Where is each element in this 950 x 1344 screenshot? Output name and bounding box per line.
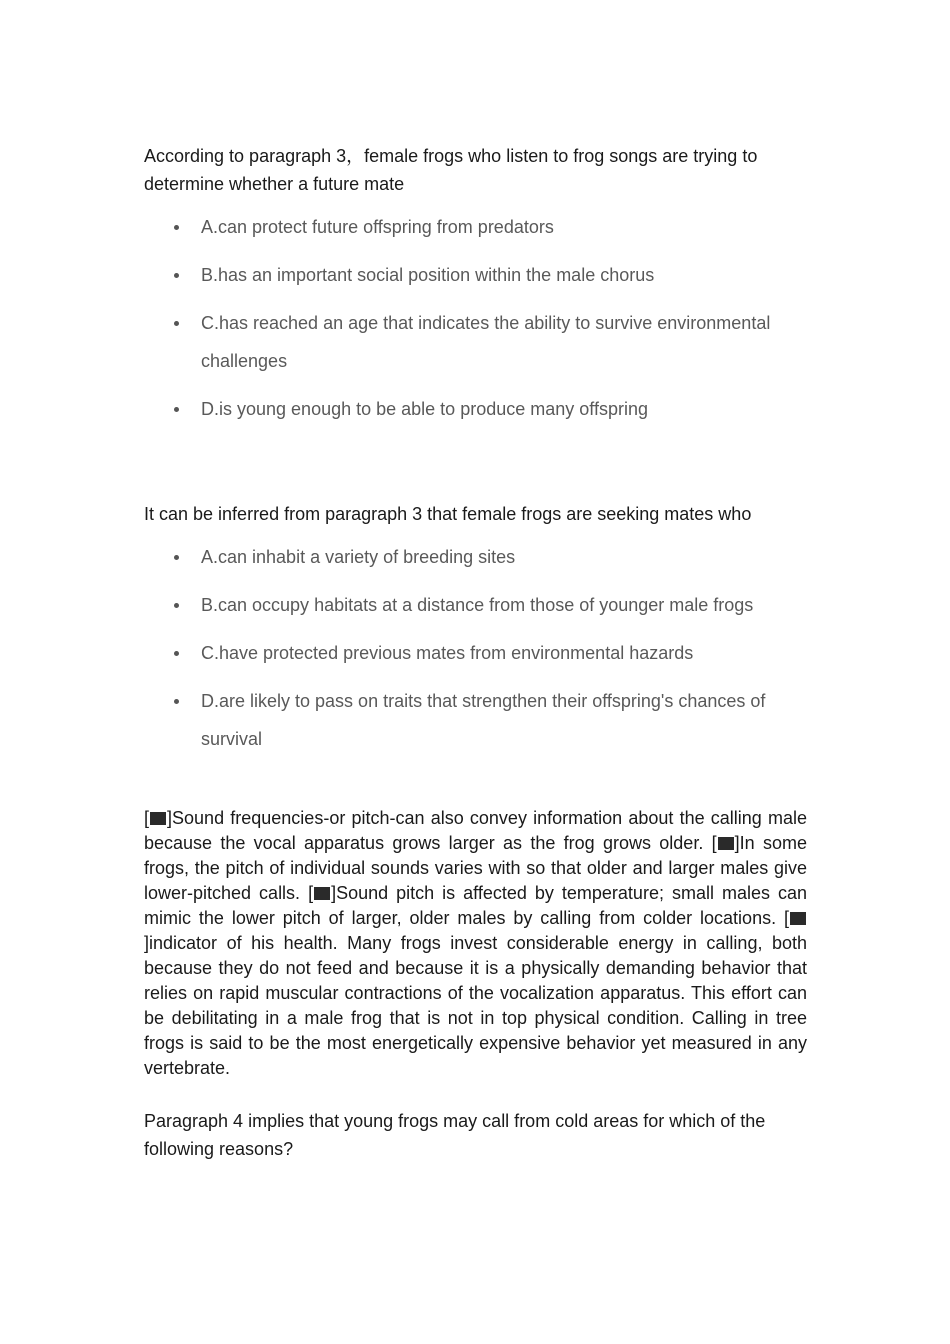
question-2-option-a[interactable]: A.can inhabit a variety of breeding sites	[144, 538, 807, 576]
question-1-option-c[interactable]: C.has reached an age that indicates the ability to survive environmental challenges	[144, 304, 807, 380]
question-1-options	[144, 208, 807, 428]
question-2-option-c[interactable]: C.have protected previous mates from environmental hazards	[144, 634, 807, 672]
passage-segment-2: In some frogs, the pitch of individual sounds varies with so that older and larger males give lower-pitched calls.	[144, 833, 807, 903]
passage-segment-4: indicator of his health. Many frogs invest considerable energy in calling, both because they do not feed and because it is a physically demanding behavior that relies on rapid muscular contractions of the vocalization apparatus. This effort can be debilitating in a male frog that is not in top physical condition. Calling in tree frogs is said to be the most energetically expensive behavior yet measured in any vertebrate.	[144, 933, 807, 1078]
insert-marker-4[interactable]	[790, 912, 806, 925]
question-2-prompt: It can be inferred from paragraph 3 that female frogs are seeking mates who	[144, 504, 752, 524]
question-2-option-b[interactable]: B.can occupy habitats at a distance from those of younger male frogs	[144, 586, 807, 624]
question-3-prompt: Paragraph 4 implies that young frogs may call from cold areas for which of the following reasons?	[144, 1111, 766, 1159]
insert-marker-1[interactable]	[150, 812, 166, 825]
insert-marker-3[interactable]	[314, 887, 330, 900]
question-2-option-d[interactable]: D.are likely to pass on traits that strengthen their offspring's chances of survival	[144, 682, 807, 758]
question-2-options	[144, 538, 807, 758]
passage-paragraph: [ ]Sound frequencies-or pitch-can also convey information about the calling male because the vocal apparatus grows larger as the frog grows older. [ ]In some frogs, the pitch of individual sounds varies with so that older and larger males give lower-pitched calls. [ ]Sound pitch is affected by temperature; small males can mimic the lower pitch of larger, older males by calling from colder locations. []indicator of his health. Many frogs invest considerable energy in calling, both because they do not feed and because it is a physically demanding behavior that relies on rapid muscular contractions of the vocalization apparatus. This effort can be debilitating in a male frog that is not in top physical condition. Calling in tree frogs is said to be the most energetically expensive behavior yet measured in any vertebrate.	[144, 808, 807, 1078]
passage-segment-3: Sound pitch is affected by temperature; small males can mimic the lower pitch of larger, older males by calling from colder locations.	[144, 883, 807, 928]
passage-segment-1: Sound frequencies-or pitch-can also convey information about the calling male because the vocal apparatus grows larger as the frog grows older.	[144, 808, 807, 853]
question-1-option-d[interactable]: D.is young enough to be able to produce many offspring	[144, 390, 807, 428]
document-page	[144, 142, 807, 1163]
insert-marker-2[interactable]	[718, 837, 734, 850]
question-1-option-b[interactable]: B.has an important social position within the male chorus	[144, 256, 807, 294]
question-1-option-a[interactable]: A.can protect future offspring from predators	[144, 208, 807, 246]
question-1-prompt: According to paragraph 3，female frogs who listen to frog songs are trying to determine whether a future mate	[144, 146, 758, 194]
